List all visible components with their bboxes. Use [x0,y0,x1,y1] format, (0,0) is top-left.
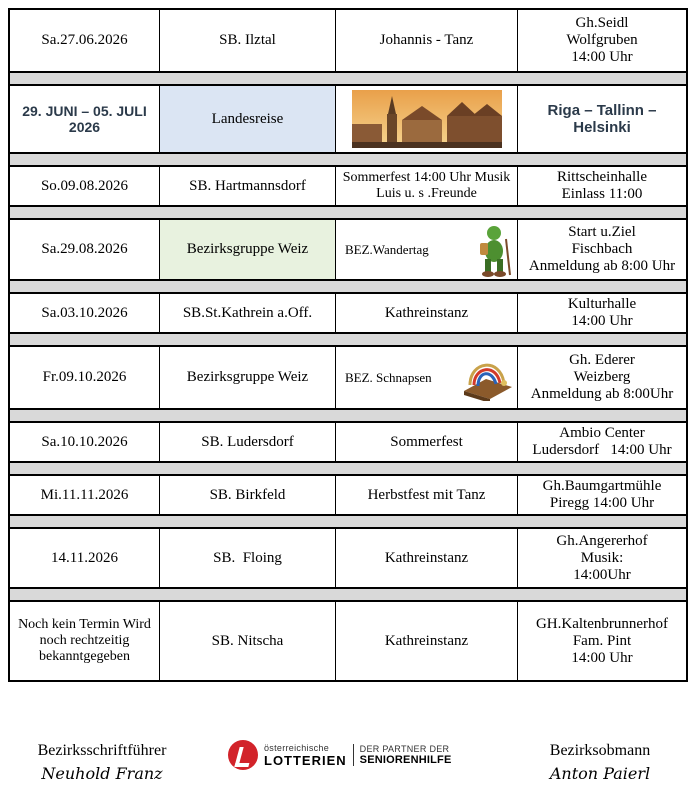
table-row [8,84,688,154]
date-cell: Sa.03.10.2026 [10,294,160,332]
row-separator [8,207,688,218]
venue-cell: GH.Kaltenbrunnerhof Fam. Pint 14:00 Uhr [535,615,669,666]
row-separator [8,410,688,421]
logo-divider [353,744,354,766]
event-cell: Herbstfest mit Tanz [336,476,518,514]
row-separator [8,463,688,474]
still-icon [460,355,514,401]
group-cell: SB. Ludersdorf [160,423,336,461]
secretary-name: Neuhold Franz [41,764,163,783]
date-cell: Fr.09.10.2026 [10,347,160,408]
venue-cell: Start u.Ziel Fischbach Anmeldung ab 8:00 Uhr [528,224,676,274]
event-cell [336,86,518,152]
date-cell: Sa.27.06.2026 [10,10,160,71]
date-cell: Sa.29.08.2026 [10,220,160,279]
row-separator [8,516,688,527]
event-cell: Kathreinstanz [336,294,518,332]
lotterien-mark-icon [228,740,258,770]
event-cell: Johannis - Tanz [336,10,518,71]
group-cell: Bezirksgruppe Weiz [160,347,336,408]
venue-cell: Ambio Center Ludersdorf 14:00 Uhr [532,425,672,458]
group-cell: SB. Birkfeld [160,476,336,514]
venue-cell: Kulturhalle 14:00 Uhr [567,296,637,329]
date-cell: So.09.08.2026 [10,167,160,205]
row-separator [8,281,688,292]
group-cell: SB. Floing [160,529,336,587]
lotterien-logo: österreichische LOTTERIEN DER PARTNER DER SENIORENHILFE [228,740,452,770]
event-cell: Sommerfest [336,423,518,461]
table-row [8,8,688,73]
table-row [8,527,688,589]
group-cell: Landesreise [160,86,336,152]
table-row [8,600,688,682]
group-cell: SB.St.Kathrein a.Off. [160,294,336,332]
row-separator [8,589,688,600]
events-table [8,8,688,682]
date-cell: Noch kein Termin Wird noch rechtzeitig bekanntgegeben [10,602,160,680]
row-separator [8,73,688,84]
table-row [8,218,688,281]
venue-cell: Riga – Tallinn – Helsinki [547,102,657,136]
date-cell: 14.11.2026 [10,529,160,587]
venue-cell: Rittscheinhalle Einlass 11:00 [557,169,647,202]
event-cell: Kathreinstanz [336,529,518,587]
group-cell: SB. Ilztal [160,10,336,71]
table-row [8,292,688,334]
chairman-name: Anton Paierl [549,764,651,783]
event-cell: BEZ.Wandertag [336,220,518,279]
secretary-role: Bezirksschriftführer [37,742,167,759]
venue-cell: Gh.Seidl Wolfgruben 14:00 Uhr [566,15,638,65]
event-cell: BEZ. Schnapsen [336,347,518,408]
row-separator [8,154,688,165]
group-cell: SB. Hartmannsdorf [160,167,336,205]
table-row [8,165,688,207]
event-cell: Sommerfest 14:00 Uhr Musik Luis u. s .Freunde [336,167,518,205]
hiker-icon [474,223,514,277]
city-photo-icon [352,90,502,148]
table-row [8,345,688,410]
venue-cell: Gh.Baumgartmühle Piregg 14:00 Uhr [542,478,662,511]
event-cell: Kathreinstanz [336,602,518,680]
chairman-signature [525,742,675,783]
chairman-role: Bezirksobmann [549,742,651,759]
secretary-signature [22,742,182,783]
group-cell: SB. Nitscha [160,602,336,680]
date-cell: Sa.10.10.2026 [10,423,160,461]
date-cell: 29. JUNI – 05. JULI 2026 [10,86,160,152]
date-cell: Mi.11.11.2026 [10,476,160,514]
venue-cell: Gh. Ederer Weizberg Anmeldung ab 8:00Uhr [530,352,674,402]
group-cell: Bezirksgruppe Weiz [160,220,336,279]
venue-cell: Gh.Angererhof Musik: 14:00Uhr [556,532,648,583]
table-row [8,474,688,516]
table-row [8,421,688,463]
signature-footer [0,736,696,792]
row-separator [8,334,688,345]
